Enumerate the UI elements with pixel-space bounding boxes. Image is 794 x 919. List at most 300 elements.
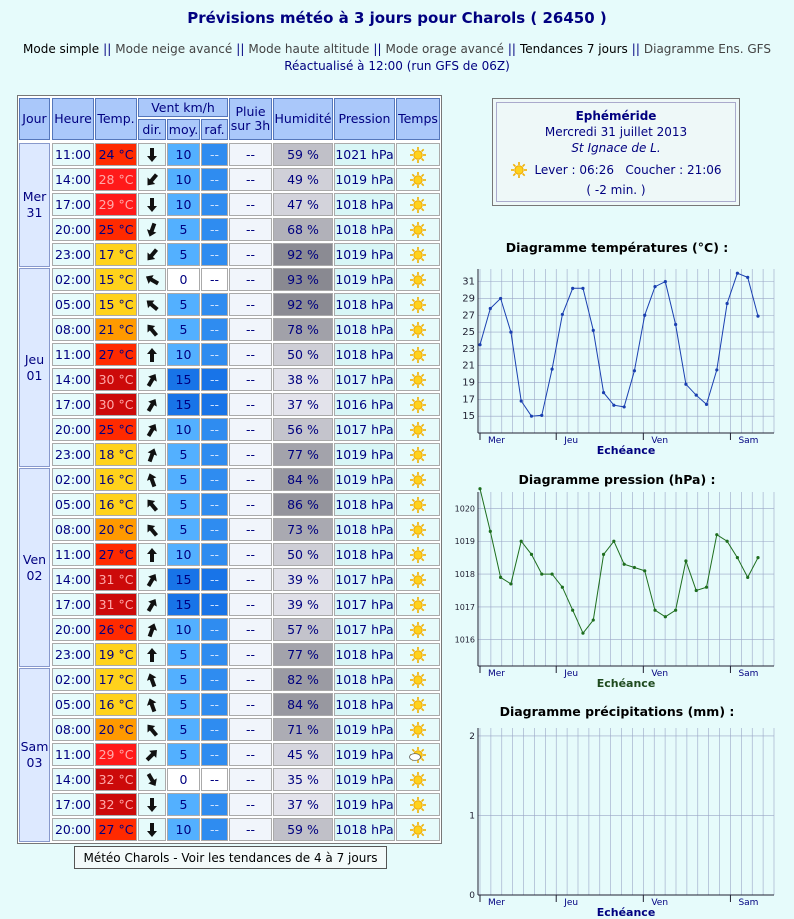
weather-cell <box>396 518 440 541</box>
hour-cell: 14:00 <box>52 368 94 391</box>
wind-gust-cell: -- <box>201 368 228 391</box>
weather-cell <box>396 318 440 341</box>
data-point <box>623 405 626 408</box>
rain-cell: -- <box>229 368 272 391</box>
humidity-cell: 50 % <box>273 543 333 566</box>
humidity-cell: 50 % <box>273 343 333 366</box>
rain-cell: -- <box>229 418 272 441</box>
menu-item-1[interactable]: Mode simple <box>23 42 100 56</box>
wind-gust-cell: -- <box>201 518 228 541</box>
rain-cell: -- <box>229 718 272 741</box>
sun-icon <box>409 321 427 339</box>
weather-cell <box>396 568 440 591</box>
temp-cell: 27 °C <box>95 343 137 366</box>
temp-cell: 16 °C <box>95 693 137 716</box>
mode-menu <box>0 42 794 56</box>
menu-item-5[interactable]: Tendances 7 jours <box>519 42 628 56</box>
pressure-cell: 1018 hPa <box>334 193 395 216</box>
header-temp: Temp. <box>95 98 137 140</box>
weather-cell <box>396 593 440 616</box>
header-pression: Pression <box>334 98 395 140</box>
day-number: 31 <box>26 205 43 220</box>
humidity-cell: 84 % <box>273 468 333 491</box>
rain-cell: -- <box>229 593 272 616</box>
data-point <box>726 302 729 305</box>
data-point <box>746 276 749 279</box>
y-tick-label: 1018 <box>454 570 475 580</box>
y-tick-label: 27 <box>462 310 475 322</box>
wind-gust-cell: -- <box>201 718 228 741</box>
humidity-cell: 49 % <box>273 168 333 191</box>
humidity-cell: 71 % <box>273 718 333 741</box>
day-name: Jeu <box>24 351 45 367</box>
wind-speed-cell: 5 <box>167 468 200 491</box>
pressure-cell: 1018 hPa <box>334 293 395 316</box>
wind-arrow-icon <box>144 172 160 188</box>
menu-separator: || <box>507 42 516 56</box>
sun-icon <box>409 346 427 364</box>
pressure-cell: 1019 hPa <box>334 243 395 266</box>
humidity-cell: 47 % <box>273 193 333 216</box>
menu-separator: || <box>103 42 112 56</box>
temp-cell: 29 °C <box>95 193 137 216</box>
sun-icon <box>409 196 427 214</box>
temp-cell: 24 °C <box>95 143 137 166</box>
hour-cell: 08:00 <box>52 718 94 741</box>
wind-arrow-icon <box>144 822 160 838</box>
sun-icon <box>409 471 427 489</box>
temp-cell: 18 °C <box>95 443 137 466</box>
wind-dir-cell <box>138 193 166 216</box>
rain-cell: -- <box>229 568 272 591</box>
temp-cell: 15 °C <box>95 293 137 316</box>
wind-arrow-icon <box>144 372 160 388</box>
temp-cell: 20 °C <box>95 518 137 541</box>
weather-cell <box>396 793 440 816</box>
data-point <box>478 487 481 490</box>
weather-cell <box>396 418 440 441</box>
refresh-info: Réactualisé à 12:00 (run GFS de 06Z) <box>284 59 510 73</box>
humidity-cell: 77 % <box>273 443 333 466</box>
wind-gust-cell: -- <box>201 293 228 316</box>
humidity-cell: 78 % <box>273 318 333 341</box>
data-point <box>561 313 564 316</box>
day-name: Mer <box>22 189 47 204</box>
weather-cell <box>396 343 440 366</box>
weather-cell <box>396 293 440 316</box>
wind-speed-cell: 15 <box>167 368 200 391</box>
sun-icon <box>510 161 528 179</box>
temp-cell: 19 °C <box>95 643 137 666</box>
hour-cell: 17:00 <box>52 393 94 416</box>
sun-icon <box>409 546 427 564</box>
weather-cell <box>396 443 440 466</box>
wind-gust-cell: -- <box>201 793 228 816</box>
pressure-cell: 1019 hPa <box>334 718 395 741</box>
header-heure: Heure <box>52 98 94 140</box>
humidity-cell: 59 % <box>273 818 333 841</box>
rain-cell: -- <box>229 493 272 516</box>
temp-cell: 32 °C <box>95 768 137 791</box>
ephemeride-date: Mercredi 31 juillet 2013 <box>544 125 688 139</box>
weather-cell <box>396 268 440 291</box>
wind-arrow-icon <box>144 747 160 763</box>
data-point <box>756 556 759 559</box>
humidity-cell: 39 % <box>273 568 333 591</box>
wind-speed-cell: 5 <box>167 318 200 341</box>
data-point <box>550 572 553 575</box>
temperature-chart <box>454 257 780 457</box>
weather-cell <box>396 768 440 791</box>
rain-cell: -- <box>229 218 272 241</box>
sun-icon <box>409 621 427 639</box>
x-day-label: Sam <box>738 898 759 908</box>
data-point <box>489 307 492 310</box>
y-tick-label: 23 <box>462 343 475 355</box>
wind-arrow-icon <box>144 722 160 738</box>
wind-speed-cell: 5 <box>167 218 200 241</box>
wind-speed-cell: 10 <box>167 618 200 641</box>
data-point <box>530 553 533 556</box>
wind-speed-cell: 5 <box>167 793 200 816</box>
data-point <box>664 615 667 618</box>
wind-dir-cell <box>138 218 166 241</box>
x-day-label: Mer <box>488 669 506 679</box>
humidity-cell: 39 % <box>273 593 333 616</box>
data-line <box>480 273 758 416</box>
rain-cell: -- <box>229 793 272 816</box>
rain-cell: -- <box>229 618 272 641</box>
rain-cell: -- <box>229 393 272 416</box>
menu-item-3[interactable]: Mode haute altitude <box>248 42 370 56</box>
wind-gust-cell: -- <box>201 668 228 691</box>
temp-cell: 30 °C <box>95 393 137 416</box>
y-tick-label: 2 <box>469 731 475 742</box>
wind-arrow-icon <box>144 147 160 163</box>
rain-cell: -- <box>229 293 272 316</box>
y-tick-label: 1019 <box>454 537 475 547</box>
wind-gust-cell: -- <box>201 268 228 291</box>
humidity-cell: 35 % <box>273 768 333 791</box>
wind-speed-cell: 5 <box>167 518 200 541</box>
wind-speed-cell: 0 <box>167 268 200 291</box>
x-axis-label: Echéance <box>596 677 656 690</box>
data-point <box>684 383 687 386</box>
hour-cell: 05:00 <box>52 293 94 316</box>
pressure-cell: 1018 hPa <box>334 643 395 666</box>
pressure-cell: 1019 hPa <box>334 268 395 291</box>
hour-cell: 23:00 <box>52 243 94 266</box>
wind-gust-cell: -- <box>201 143 228 166</box>
pressure-cell: 1019 hPa <box>334 468 395 491</box>
temp-cell: 30 °C <box>95 368 137 391</box>
data-point <box>592 329 595 332</box>
footer-link[interactable]: Météo Charols - Voir les tendances de 4 à 7 jours <box>74 846 387 869</box>
temp-cell: 16 °C <box>95 493 137 516</box>
wind-arrow-icon <box>144 422 160 438</box>
data-point <box>756 314 759 317</box>
wind-speed-cell: 15 <box>167 568 200 591</box>
temp-cell: 32 °C <box>95 793 137 816</box>
pressure-cell: 1017 hPa <box>334 593 395 616</box>
x-day-label: Ven <box>651 436 669 446</box>
sun-icon <box>409 171 427 189</box>
wind-dir-cell <box>138 318 166 341</box>
wind-gust-cell: -- <box>201 318 228 341</box>
data-point <box>684 559 687 562</box>
wind-dir-cell <box>138 693 166 716</box>
wind-speed-cell: 15 <box>167 393 200 416</box>
header-jour: Jour <box>19 98 50 140</box>
data-point <box>695 589 698 592</box>
wind-arrow-icon <box>144 772 160 788</box>
temp-cell: 27 °C <box>95 818 137 841</box>
wind-gust-cell: -- <box>201 818 228 841</box>
cloud-sun-icon <box>409 746 427 764</box>
hour-cell: 14:00 <box>52 568 94 591</box>
day-number: 03 <box>26 755 43 770</box>
hour-cell: 05:00 <box>52 693 94 716</box>
wind-dir-cell <box>138 668 166 691</box>
wind-gust-cell: -- <box>201 443 228 466</box>
wind-dir-cell <box>138 443 166 466</box>
day-name: Ven <box>22 551 47 567</box>
hour-cell: 20:00 <box>52 418 94 441</box>
y-tick-label: 1017 <box>454 602 475 612</box>
daylength-delta: ( -2 min. ) <box>586 183 646 197</box>
wind-speed-cell: 5 <box>167 493 200 516</box>
header-temps: Temps <box>396 98 440 140</box>
sun-icon <box>409 571 427 589</box>
pressure-cell: 1018 hPa <box>334 218 395 241</box>
data-point <box>674 323 677 326</box>
temp-cell: 20 °C <box>95 718 137 741</box>
wind-dir-cell <box>138 168 166 191</box>
menu-item-2[interactable]: Mode neige avancé <box>115 42 233 56</box>
header-moy: moy. <box>167 119 200 140</box>
wind-gust-cell: -- <box>201 543 228 566</box>
wind-arrow-icon <box>144 597 160 613</box>
wind-speed-cell: 5 <box>167 293 200 316</box>
pressure-cell: 1019 hPa <box>334 793 395 816</box>
humidity-cell: 38 % <box>273 368 333 391</box>
wind-dir-cell <box>138 243 166 266</box>
x-day-label: Mer <box>488 898 506 908</box>
wind-gust-cell: -- <box>201 393 228 416</box>
pressure-cell: 1018 hPa <box>334 543 395 566</box>
wind-speed-cell: 5 <box>167 693 200 716</box>
wind-speed-cell: 10 <box>167 168 200 191</box>
wind-dir-cell <box>138 643 166 666</box>
rain-cell: -- <box>229 318 272 341</box>
pressure-cell: 1018 hPa <box>334 668 395 691</box>
hour-cell: 02:00 <box>52 468 94 491</box>
wind-dir-cell <box>138 268 166 291</box>
data-point <box>715 533 718 536</box>
temp-cell: 17 °C <box>95 243 137 266</box>
data-point <box>612 404 615 407</box>
hour-cell: 20:00 <box>52 818 94 841</box>
sun-icon <box>409 421 427 439</box>
rain-cell: -- <box>229 518 272 541</box>
pressure-cell: 1018 hPa <box>334 318 395 341</box>
hour-cell: 11:00 <box>52 543 94 566</box>
weather-cell <box>396 718 440 741</box>
data-point <box>623 563 626 566</box>
wind-speed-cell: 10 <box>167 343 200 366</box>
hour-cell: 05:00 <box>52 493 94 516</box>
wind-gust-cell: -- <box>201 468 228 491</box>
hour-cell: 11:00 <box>52 143 94 166</box>
wind-speed-cell: 10 <box>167 818 200 841</box>
data-point <box>602 553 605 556</box>
rain-cell: -- <box>229 143 272 166</box>
sun-icon <box>409 271 427 289</box>
pressure-cell: 1019 hPa <box>334 168 395 191</box>
header-dir: dir. <box>138 119 166 140</box>
wind-arrow-icon <box>144 497 160 513</box>
sun-icon <box>409 796 427 814</box>
sun-icon <box>409 146 427 164</box>
wind-speed-cell: 5 <box>167 643 200 666</box>
data-point <box>571 287 574 290</box>
humidity-cell: 84 % <box>273 693 333 716</box>
y-tick-label: 19 <box>462 377 475 389</box>
wind-speed-cell: 5 <box>167 668 200 691</box>
menu-item-6[interactable]: Diagramme Ens. GFS <box>643 42 771 56</box>
y-tick-label: 21 <box>462 360 475 372</box>
weather-cell <box>396 168 440 191</box>
hour-cell: 17:00 <box>52 593 94 616</box>
humidity-cell: 45 % <box>273 743 333 766</box>
humidity-cell: 37 % <box>273 393 333 416</box>
wind-arrow-icon <box>144 797 160 813</box>
y-tick-label: 1016 <box>454 635 475 645</box>
menu-separator: || <box>373 42 382 56</box>
wind-dir-cell <box>138 793 166 816</box>
data-point <box>643 314 646 317</box>
data-point <box>540 414 543 417</box>
sun-icon <box>409 446 427 464</box>
wind-gust-cell: -- <box>201 218 228 241</box>
pressure-cell: 1017 hPa <box>334 368 395 391</box>
data-point <box>571 609 574 612</box>
wind-speed-cell: 5 <box>167 443 200 466</box>
day-label <box>19 143 50 267</box>
pressure-chart <box>454 486 780 690</box>
wind-speed-cell: 5 <box>167 718 200 741</box>
pressure-cell: 1019 hPa <box>334 443 395 466</box>
forecast-table <box>17 95 442 844</box>
rain-cell: -- <box>229 468 272 491</box>
hour-cell: 08:00 <box>52 318 94 341</box>
data-point <box>705 403 708 406</box>
temp-cell: 21 °C <box>95 318 137 341</box>
menu-item-4[interactable]: Mode orage avancé <box>385 42 504 56</box>
humidity-cell: 37 % <box>273 793 333 816</box>
temp-cell: 31 °C <box>95 568 137 591</box>
data-point <box>612 540 615 543</box>
precipitation-chart <box>454 720 780 919</box>
wind-arrow-icon <box>144 697 160 713</box>
humidity-cell: 92 % <box>273 243 333 266</box>
pressure-cell: 1018 hPa <box>334 343 395 366</box>
pressure-cell: 1016 hPa <box>334 393 395 416</box>
sun-icon <box>409 596 427 614</box>
hour-cell: 17:00 <box>52 193 94 216</box>
hour-cell: 11:00 <box>52 743 94 766</box>
weather-cell <box>396 218 440 241</box>
weather-cell <box>396 393 440 416</box>
x-axis-label: Echéance <box>596 906 656 919</box>
temp-cell: 27 °C <box>95 543 137 566</box>
y-tick-label: 1 <box>469 811 475 822</box>
wind-gust-cell: -- <box>201 568 228 591</box>
wind-speed-cell: 0 <box>167 768 200 791</box>
y-tick-label: 1020 <box>454 504 475 514</box>
pressure-chart-title: Diagramme pression (hPa) : <box>518 472 716 487</box>
wind-arrow-icon <box>144 297 160 313</box>
data-point <box>653 609 656 612</box>
rain-cell: -- <box>229 668 272 691</box>
wind-arrow-icon <box>144 572 160 588</box>
wind-dir-cell <box>138 493 166 516</box>
data-point <box>643 569 646 572</box>
humidity-cell: 93 % <box>273 268 333 291</box>
temp-chart-title: Diagramme températures (°C) : <box>505 240 729 255</box>
rain-cell: -- <box>229 168 272 191</box>
temp-cell: 28 °C <box>95 168 137 191</box>
temp-cell: 31 °C <box>95 593 137 616</box>
weather-cell <box>396 818 440 841</box>
ephemeride-title: Ephéméride <box>575 109 657 123</box>
data-point <box>715 368 718 371</box>
rain-cell: -- <box>229 443 272 466</box>
weather-cell <box>396 468 440 491</box>
day-number: 01 <box>26 367 43 383</box>
sun-icon <box>409 521 427 539</box>
wind-gust-cell: -- <box>201 243 228 266</box>
temp-cell: 25 °C <box>95 418 137 441</box>
x-day-label: Jeu <box>564 436 579 446</box>
pressure-cell: 1019 hPa <box>334 743 395 766</box>
pressure-cell: 1018 hPa <box>334 818 395 841</box>
wind-arrow-icon <box>144 322 160 338</box>
hour-cell: 17:00 <box>52 793 94 816</box>
weather-cell <box>396 618 440 641</box>
pressure-cell: 1021 hPa <box>334 143 395 166</box>
sun-icon <box>409 296 427 314</box>
temp-cell: 17 °C <box>95 668 137 691</box>
x-axis-label: Echéance <box>596 444 656 457</box>
data-line <box>480 489 758 634</box>
wind-dir-cell <box>138 593 166 616</box>
page-title: Prévisions météo à 3 jours pour Charols ( 26450 ) <box>187 9 607 27</box>
data-point <box>489 530 492 533</box>
weather-cell <box>396 493 440 516</box>
wind-dir-cell <box>138 718 166 741</box>
x-day-label: Sam <box>738 436 759 446</box>
wind-arrow-icon <box>144 472 160 488</box>
wind-gust-cell: -- <box>201 768 228 791</box>
y-tick-label: 17 <box>462 394 475 406</box>
wind-gust-cell: -- <box>201 418 228 441</box>
data-point <box>550 367 553 370</box>
data-point <box>561 586 564 589</box>
y-tick-label: 25 <box>462 327 475 339</box>
menu-separator: || <box>631 42 640 56</box>
hour-cell: 02:00 <box>52 668 94 691</box>
